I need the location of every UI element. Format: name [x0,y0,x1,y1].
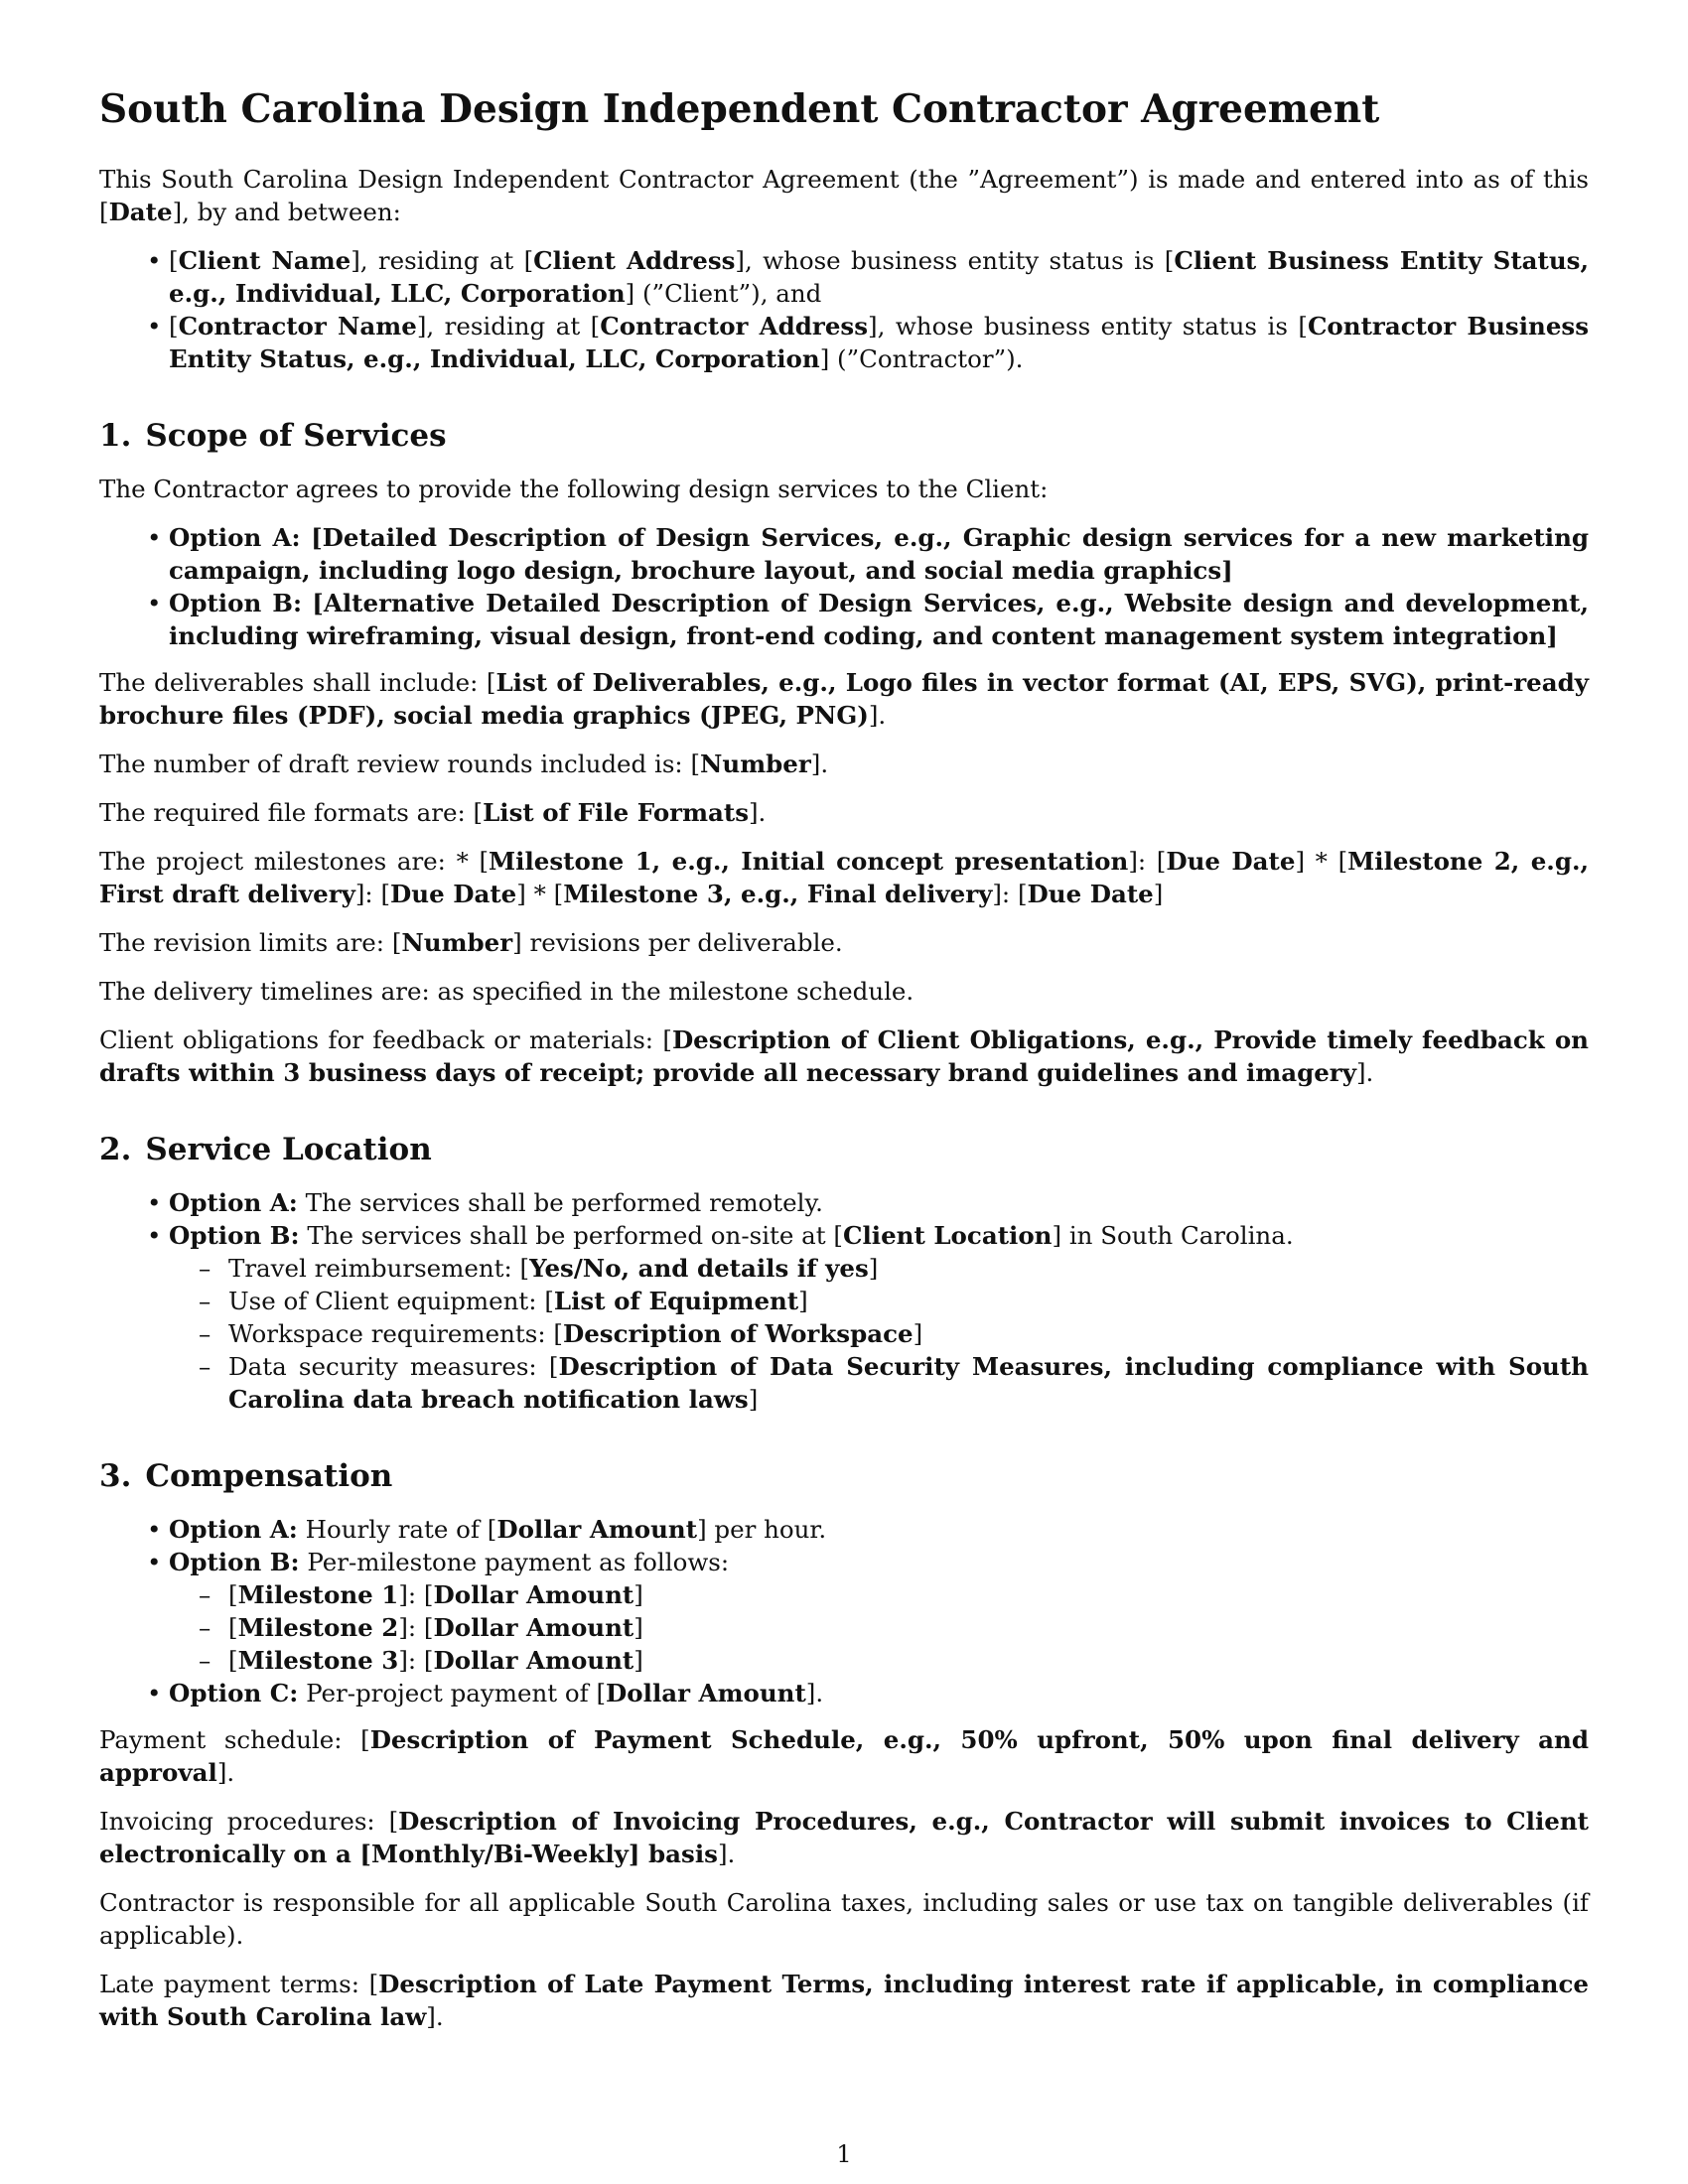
delivery-timelines-paragraph: The delivery timelines are: as specified in the milestone schedule. [99,977,914,1006]
client-equipment-item: – Use of Client equipment: [List of Equipment] [228,1285,1589,1317]
scope-option-a: • Option A: [Detailed Description of Design Services, e.g., Graphic design services for a new marketing campaign, including logo design, brochure layout, and social media graphics] [169,521,1589,587]
deliverables-paragraph: The deliverables shall include: [List of Deliverables, e.g., Logo files in vector format (AI, EPS, SVG), print-ready brochure files (PDF), social media graphics (JPEG, PNG)]. [99,668,1589,730]
payment-schedule-paragraph: Payment schedule: [Description of Payment Schedule, e.g., 50% upfront, 50% upon final delivery and approval]. [99,1725,1589,1787]
page-number: 1 [836,2140,852,2168]
invoicing-paragraph: Invoicing procedures: [Description of Invoicing Procedures, e.g., Contractor will submit invoices to Client electronically on a [Monthly/Bi-Weekly] basis]. [99,1807,1590,1868]
data-security-item: – Data security measures: [Description of Data Security Measures, including compliance with South Carolina data breach notification laws] [228,1350,1589,1416]
scope-intro: The Contractor agrees to provide the following design services to the Client: [99,475,1049,503]
section-heading-scope: 1. Scope of Services [99,418,447,454]
location-option-a: • Option A: The services shall be performed remotely. [169,1186,1589,1219]
compensation-option-b: • Option B: Per-milestone payment as follows: – [Milestone 1]: [Dollar Amount] – [Milestone 2]: [Dollar Amount] – [Milestone 3]: [Dollar Amount] [169,1546,1589,1677]
milestone-payment-item: – [Milestone 2]: [Dollar Amount] [228,1611,1589,1644]
date-placeholder: Date [108,198,173,226]
party-client: • [Client Name], residing at [Client Address], whose business entity status is [Client Business Entity Status, e.g., Individual, LLC, Corporation] (”Client”), and [169,244,1589,310]
section-heading-location: 2. Service Location [99,1132,432,1167]
document-page [99,85,1589,2049]
section-heading-compensation: 3. Compensation [99,1458,393,1494]
parties-list [99,244,1589,375]
client-obligations-paragraph: Client obligations for feedback or materials: [Description of Client Obligations, e.g., Provide timely feedback on drafts within 3 business days of receipt; provide all necessary brand guidelines and imagery]. [99,1025,1589,1087]
location-options-list [99,1186,1589,1416]
compensation-options-list [99,1513,1589,1709]
scope-option-b: • Option B: [Alternative Detailed Description of Design Services, e.g., Website design and development, including wireframing, visual design, front-end coding, and content management system integration] [169,587,1589,652]
milestone-payments-list [169,1578,1589,1677]
file-formats-paragraph: The required file formats are: [List of File Formats]. [99,798,767,827]
workspace-item: – Workspace requirements: [Description of Workspace] [228,1317,1589,1350]
location-option-b: • Option B: The services shall be performed on-site at [Client Location] in South Carolina. – Travel reimbursement: [Yes/No, and details if yes] – Use of Client equipment: [List of Equipment] – Workspace requirements: [Description of Workspace] – Data security measures: [Description of Data Security Measures, including compliance with South Carolina data breach notification laws] [169,1219,1589,1416]
party-contractor: • [Contractor Name], residing at [Contractor Address], whose business entity status is [Contractor Business Entity Status, e.g., Individual, LLC, Corporation] (”Contractor”). [169,310,1589,375]
compensation-option-c: • Option C: Per-project payment of [Dollar Amount]. [169,1677,1589,1709]
revision-limits-paragraph: The revision limits are: [Number] revisions per deliverable. [99,928,843,957]
review-rounds-paragraph: The number of draft review rounds included is: [Number]. [99,750,829,778]
onsite-details-list [169,1252,1589,1416]
document-title: South Carolina Design Independent Contractor Agreement [99,86,1380,132]
taxes-paragraph: Contractor is responsible for all applicable South Carolina taxes, including sales or use tax on tangible deliverables (if applicable). [99,1888,1589,1950]
scope-options-list [99,521,1589,652]
milestone-payment-item: – [Milestone 1]: [Dollar Amount] [228,1578,1589,1611]
intro-paragraph: This South Carolina Design Independent Contractor Agreement (the ”Agreement”) is made and entered into as of this [Date], by and between: [99,165,1589,226]
compensation-option-a: • Option A: Hourly rate of [Dollar Amount] per hour. [169,1513,1589,1546]
travel-reimbursement-item: – Travel reimbursement: [Yes/No, and details if yes] [228,1252,1589,1285]
milestones-paragraph: The project milestones are: * [Milestone 1, e.g., Initial concept presentation]: [Due Date] * [Milestone 2, e.g., First draft delivery]: [Due Date] * [Milestone 3, e.g., Final delivery]: [Due Date] [99,847,1590,908]
late-payment-paragraph: Late payment terms: [Description of Late Payment Terms, including interest rate if applicable, in compliance with South Carolina law]. [99,1970,1589,2031]
milestone-payment-item: – [Milestone 3]: [Dollar Amount] [228,1644,1589,1677]
